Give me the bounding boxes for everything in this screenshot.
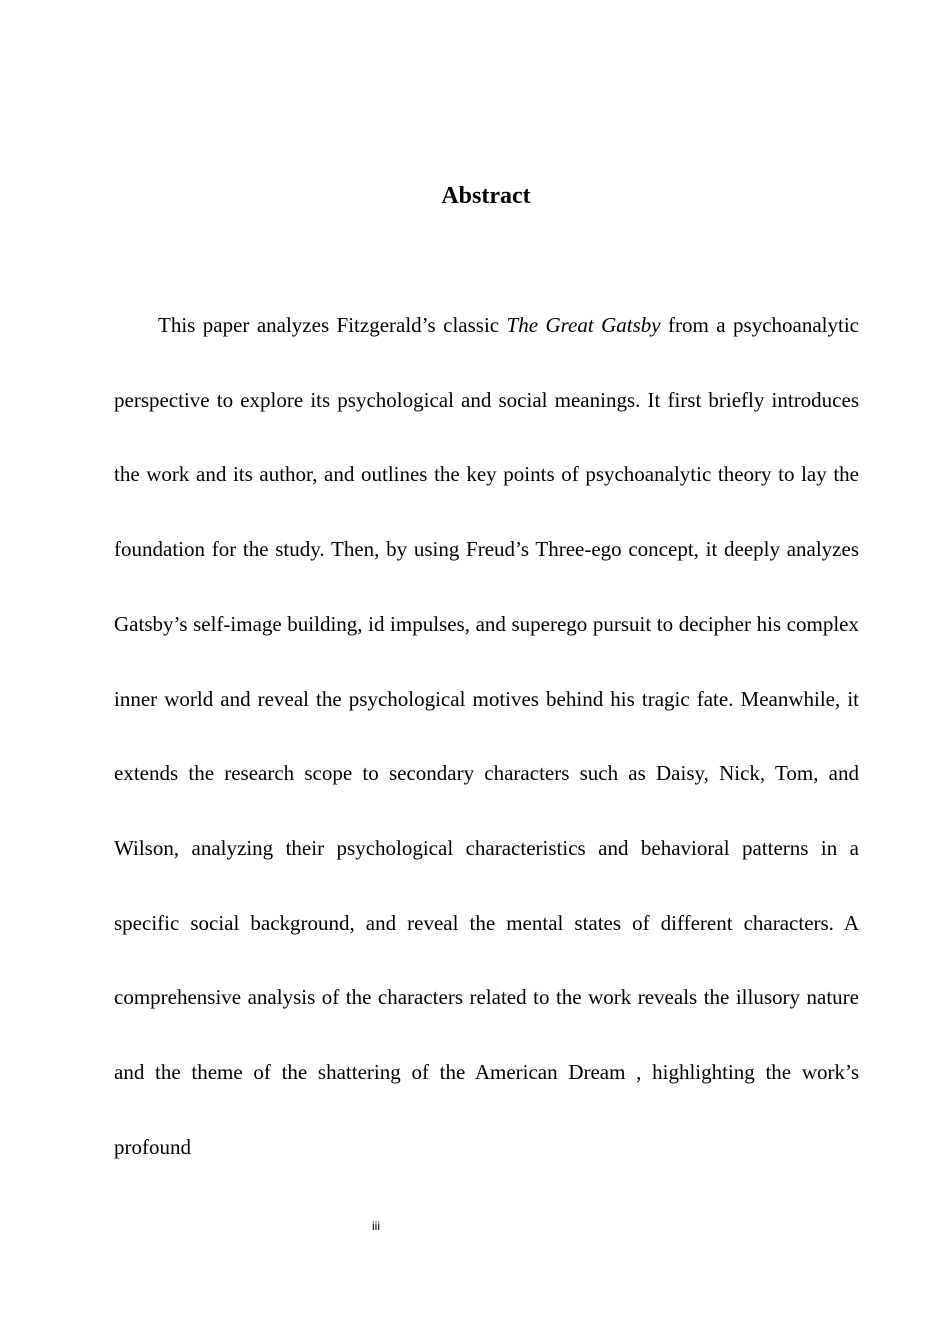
paragraph-text-before-title: This paper analyzes Fitzgerald’s classic bbox=[158, 313, 507, 337]
page-number: iii bbox=[372, 1219, 380, 1233]
abstract-paragraph bbox=[114, 288, 859, 1184]
work-title: The Great Gatsby bbox=[506, 313, 661, 337]
abstract-heading: Abstract bbox=[441, 183, 531, 209]
paragraph-text-after-title: from a psychoanalytic perspective to explore its psychological and social meanings. It first briefly introduces the work and its author, and outlines the key points of psychoanalytic theory to lay the foundation for the study. Then, by using Freud’s Three-ego concept, it deeply analyzes Gatsby’s self-image building, id impulses, and superego pursuit to decipher his complex inner world and reveal the psychological motives behind his tragic fate. Meanwhile, it extends the research scope to secondary characters such as Daisy, Nick, Tom, and Wilson, analyzing their psychological characteristics and behavioral patterns in a specific social background, and reveal the mental states of different characters. A comprehensive analysis of the characters related to the work reveals the illusory nature and the theme of the shattering of the American Dream , highlighting the work’s profound bbox=[114, 313, 859, 1159]
